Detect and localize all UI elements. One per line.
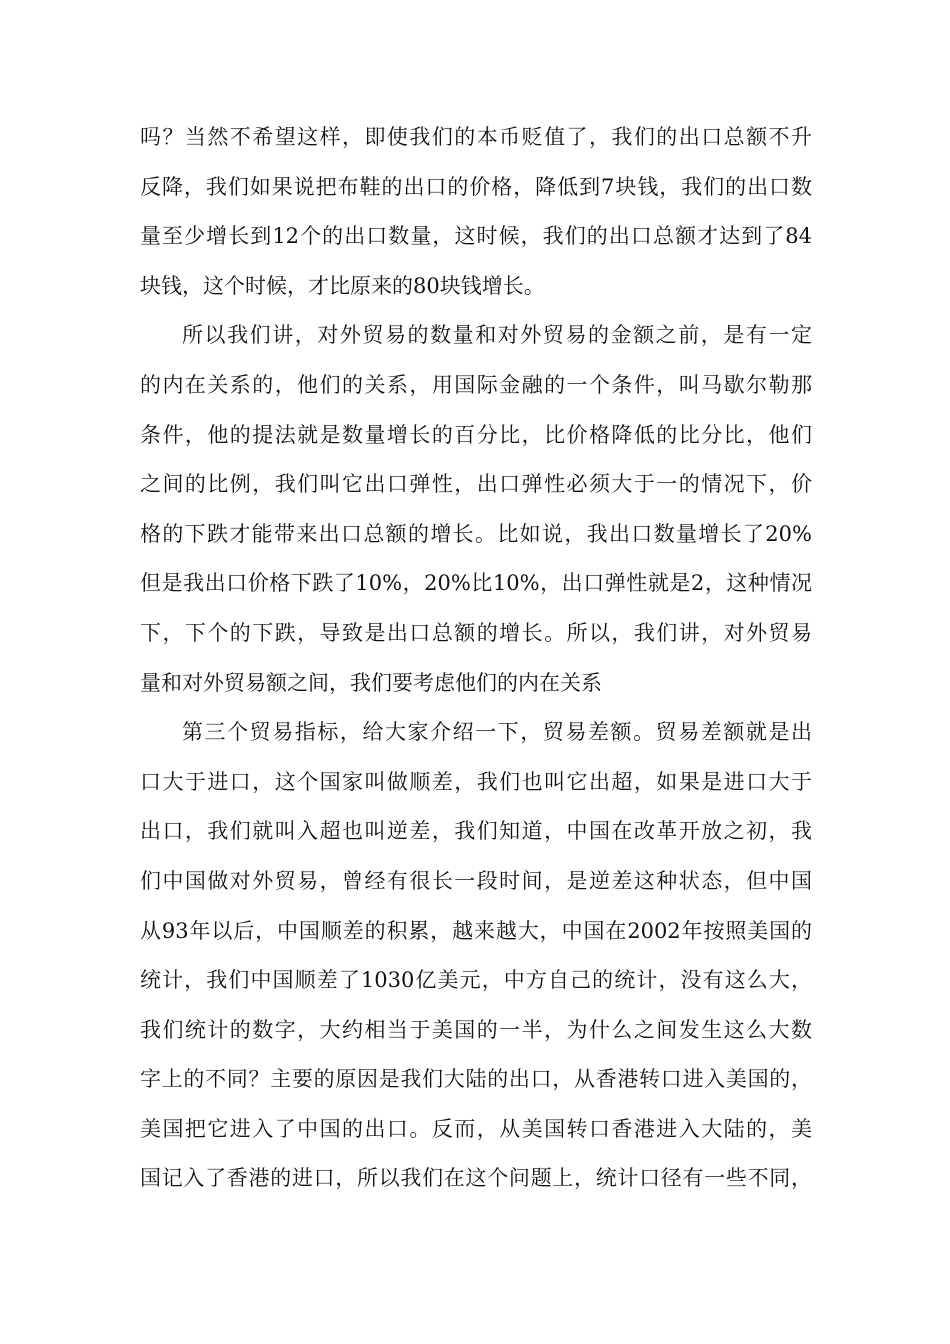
paragraph-2 — [140, 311, 812, 708]
body-text — [140, 113, 812, 1204]
text-line: 统计，我们中国顺差了1030亿美元，中方自己的统计，没有这么大， — [140, 968, 812, 993]
text-line: 出口，我们就叫入超也叫逆差，我们知道，中国在改革开放之初，我 — [140, 819, 812, 844]
text-line: 口大于进口，这个国家叫做顺差，我们也叫它出超，如果是进口大于 — [140, 769, 812, 794]
text-line: 所以我们讲，对外贸易的数量和对外贸易的金额之前，是有一定 — [182, 323, 812, 348]
text-line: 下，下个的下跌，导致是出口总额的增长。所以，我们讲，对外贸易 — [140, 620, 812, 645]
text-line: 量和对外贸易额之间，我们要考虑他们的内在关系 — [140, 670, 602, 695]
text-line: 格的下跌才能带来出口总额的增长。比如说，我出口数量增长了20% — [140, 521, 812, 546]
paragraph-3 — [140, 708, 812, 1204]
paragraph-1 — [140, 113, 812, 311]
text-line: 国记入了香港的进口，所以我们在这个问题上，统计口径有一些不同， — [140, 1166, 812, 1191]
text-line: 但是我出口价格下跌了10%，20%比10%，出口弹性就是2，这种情况 — [140, 571, 812, 596]
text-line: 块钱，这个时候，才比原来的80块钱增长。 — [140, 273, 545, 298]
text-line: 第三个贸易指标，给大家介绍一下，贸易差额。贸易差额就是出 — [182, 720, 812, 745]
text-line: 美国把它进入了中国的出口。反而，从美国转口香港进入大陆的，美 — [140, 1116, 812, 1141]
text-line: 们中国做对外贸易，曾经有很长一段时间，是逆差这种状态，但中国 — [140, 868, 812, 893]
text-line: 我们统计的数字，大约相当于美国的一半，为什么之间发生这么大数 — [140, 1017, 812, 1042]
text-line: 从93年以后，中国顺差的积累，越来越大，中国在2002年按照美国的 — [140, 918, 812, 943]
text-line: 吗？当然不希望这样，即使我们的本币贬值了，我们的出口总额不升 — [140, 125, 812, 149]
text-line: 之间的比例，我们叫它出口弹性，出口弹性必须大于一的情况下，价 — [140, 472, 812, 497]
text-line: 条件，他的提法就是数量增长的百分比，比价格降低的比分比，他们 — [140, 422, 812, 447]
text-line: 反降，我们如果说把布鞋的出口的价格，降低到7块钱，我们的出口数 — [140, 174, 812, 199]
text-line: 量至少增长到12个的出口数量，这时候，我们的出口总额才达到了84 — [140, 224, 812, 249]
text-line: 的内在关系的，他们的关系，用国际金融的一个条件，叫马歇尔勒那 — [140, 372, 812, 397]
text-line: 字上的不同？主要的原因是我们大陆的出口，从香港转口进入美国的， — [140, 1067, 812, 1092]
